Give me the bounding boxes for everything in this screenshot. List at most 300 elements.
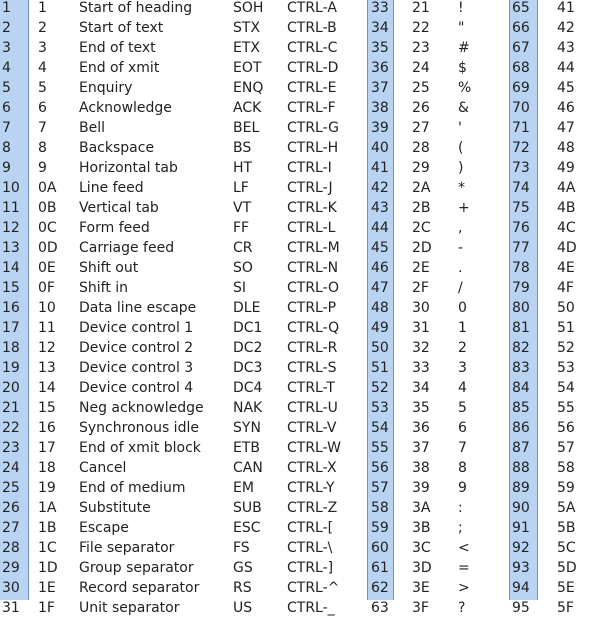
cell-desc: End of text: [79, 40, 156, 56]
cell-abbr: US: [233, 600, 253, 616]
cell-dec2: 46: [371, 260, 389, 276]
cell-dec: 21: [2, 400, 20, 416]
cell-hex: 13: [38, 360, 56, 376]
cell-desc: Enquiry: [79, 80, 133, 96]
cell-dec: 4: [2, 60, 11, 76]
table-row: [0, 238, 600, 258]
cell-char2: &: [458, 100, 469, 116]
cell-hex3: 52: [557, 340, 575, 356]
cell-char2: ': [458, 120, 462, 136]
cell-dec: 27: [2, 520, 20, 536]
cell-abbr: DC3: [233, 360, 263, 376]
cell-char2: +: [458, 200, 470, 216]
cell-char2: ,: [458, 220, 463, 236]
cell-dec2: 59: [371, 520, 389, 536]
cell-hex3: 59: [557, 480, 575, 496]
cell-char2: 6: [458, 420, 467, 436]
cell-desc: Synchronous idle: [79, 420, 199, 436]
table-row: [0, 98, 600, 118]
cell-hex3: 41: [557, 0, 575, 16]
cell-hex3: 56: [557, 420, 575, 436]
cell-dec2: 55: [371, 440, 389, 456]
cell-hex2: 3D: [412, 560, 432, 576]
cell-ctrl: CTRL-C: [287, 40, 338, 56]
cell-desc: Start of text: [79, 20, 164, 36]
cell-hex: 11: [38, 320, 56, 336]
table-row: [0, 198, 600, 218]
cell-dec3: 73: [512, 160, 530, 176]
cell-dec3: 65: [512, 0, 530, 16]
table-row: [0, 578, 600, 598]
cell-dec2: 57: [371, 480, 389, 496]
cell-hex2: 3B: [412, 520, 431, 536]
cell-dec: 23: [2, 440, 20, 456]
cell-dec: 15: [2, 280, 20, 296]
table-row: [0, 498, 600, 518]
cell-char2: 8: [458, 460, 467, 476]
cell-ctrl: CTRL-R: [287, 340, 338, 356]
cell-hex3: 5E: [557, 580, 575, 596]
cell-dec3: 90: [512, 500, 530, 516]
cell-dec2: 41: [371, 160, 389, 176]
cell-dec3: 92: [512, 540, 530, 556]
cell-desc: Acknowledge: [79, 100, 172, 116]
cell-dec2: 52: [371, 380, 389, 396]
cell-desc: Group separator: [79, 560, 194, 576]
cell-hex3: 5D: [557, 560, 577, 576]
cell-dec: 9: [2, 160, 11, 176]
cell-hex: 18: [38, 460, 56, 476]
cell-abbr: ESC: [233, 520, 261, 536]
cell-abbr: GS: [233, 560, 253, 576]
cell-dec: 12: [2, 220, 20, 236]
cell-hex: 5: [38, 80, 47, 96]
table-row: [0, 338, 600, 358]
cell-hex3: 50: [557, 300, 575, 316]
cell-hex2: 38: [412, 460, 430, 476]
cell-dec2: 60: [371, 540, 389, 556]
cell-dec2: 34: [371, 20, 389, 36]
cell-abbr: ENQ: [233, 80, 264, 96]
cell-desc: Horizontal tab: [79, 160, 178, 176]
cell-dec3: 77: [512, 240, 530, 256]
cell-dec3: 67: [512, 40, 530, 56]
cell-abbr: ACK: [233, 100, 262, 116]
cell-desc: Vertical tab: [79, 200, 159, 216]
cell-dec3: 80: [512, 300, 530, 316]
cell-hex3: 51: [557, 320, 575, 336]
cell-dec: 16: [2, 300, 20, 316]
cell-hex: 1F: [38, 600, 55, 616]
table-row: [0, 318, 600, 338]
cell-hex3: 5C: [557, 540, 576, 556]
cell-ctrl: CTRL-[: [287, 520, 334, 536]
cell-dec3: 68: [512, 60, 530, 76]
cell-hex: 0B: [38, 200, 57, 216]
cell-hex2: 26: [412, 100, 430, 116]
table-row: [0, 418, 600, 438]
cell-dec3: 91: [512, 520, 530, 536]
table-row: [0, 398, 600, 418]
cell-hex3: 4E: [557, 260, 575, 276]
cell-ctrl: CTRL-M: [287, 240, 340, 256]
cell-dec: 25: [2, 480, 20, 496]
cell-hex2: 2F: [412, 280, 429, 296]
cell-char2: /: [458, 280, 463, 296]
cell-hex3: 4F: [557, 280, 574, 296]
cell-desc: Device control 4: [79, 380, 194, 396]
cell-dec: 14: [2, 260, 20, 276]
cell-dec: 28: [2, 540, 20, 556]
cell-hex2: 36: [412, 420, 430, 436]
cell-abbr: EOT: [233, 60, 262, 76]
cell-dec: 20: [2, 380, 20, 396]
cell-dec: 18: [2, 340, 20, 356]
cell-desc: File separator: [79, 540, 175, 556]
cell-hex: 12: [38, 340, 56, 356]
cell-dec: 19: [2, 360, 20, 376]
table-row: [0, 258, 600, 278]
cell-hex: 6: [38, 100, 47, 116]
cell-dec2: 35: [371, 40, 389, 56]
cell-dec2: 33: [371, 0, 389, 16]
cell-char2: %: [458, 80, 472, 96]
cell-abbr: DC4: [233, 380, 263, 396]
cell-dec: 1: [2, 0, 11, 16]
cell-dec2: 44: [371, 220, 389, 236]
cell-dec: 26: [2, 500, 20, 516]
cell-abbr: HT: [233, 160, 253, 176]
cell-hex3: 48: [557, 140, 575, 156]
cell-abbr: NAK: [233, 400, 263, 416]
cell-abbr: RS: [233, 580, 252, 596]
cell-abbr: EM: [233, 480, 254, 496]
cell-desc: Data line escape: [79, 300, 197, 316]
table-row: [0, 218, 600, 238]
cell-dec: 7: [2, 120, 11, 136]
cell-hex2: 3E: [412, 580, 430, 596]
cell-dec2: 42: [371, 180, 389, 196]
cell-dec2: 49: [371, 320, 389, 336]
cell-dec: 29: [2, 560, 20, 576]
cell-dec3: 75: [512, 200, 530, 216]
cell-ctrl: CTRL-Y: [287, 480, 335, 496]
cell-dec3: 94: [512, 580, 530, 596]
cell-abbr: LF: [233, 180, 249, 196]
cell-desc: Backspace: [79, 140, 155, 156]
cell-char2: ": [458, 20, 465, 36]
cell-hex2: 23: [412, 40, 430, 56]
cell-hex2: 2A: [412, 180, 431, 196]
cell-hex2: 31: [412, 320, 430, 336]
cell-dec3: 84: [512, 380, 530, 396]
cell-char2: #: [458, 40, 470, 56]
cell-char2: <: [458, 540, 470, 556]
cell-desc: Shift in: [79, 280, 129, 296]
cell-dec3: 70: [512, 100, 530, 116]
cell-hex3: 55: [557, 400, 575, 416]
cell-hex: 0A: [38, 180, 57, 196]
cell-ctrl: CTRL-B: [287, 20, 337, 36]
cell-ctrl: CTRL-L: [287, 220, 336, 236]
cell-hex3: 5B: [557, 520, 576, 536]
cell-desc: Neg acknowledge: [79, 400, 204, 416]
cell-ctrl: CTRL-]: [287, 560, 334, 576]
cell-ctrl: CTRL-E: [287, 80, 337, 96]
cell-ctrl: CTRL-A: [287, 0, 337, 16]
cell-char2: *: [458, 180, 465, 196]
table-row: [0, 178, 600, 198]
cell-hex2: 37: [412, 440, 430, 456]
cell-hex: 1A: [38, 500, 57, 516]
cell-dec3: 89: [512, 480, 530, 496]
cell-dec3: 88: [512, 460, 530, 476]
cell-dec2: 54: [371, 420, 389, 436]
cell-desc: End of xmit block: [79, 440, 201, 456]
cell-dec: 10: [2, 180, 20, 196]
cell-dec3: 74: [512, 180, 530, 196]
cell-desc: Cancel: [79, 460, 127, 476]
table-row: [0, 118, 600, 138]
cell-dec2: 61: [371, 560, 389, 576]
cell-desc: Device control 1: [79, 320, 194, 336]
cell-hex2: 28: [412, 140, 430, 156]
cell-dec3: 71: [512, 120, 530, 136]
cell-dec2: 40: [371, 140, 389, 156]
cell-dec2: 53: [371, 400, 389, 416]
table-row: [0, 378, 600, 398]
cell-dec3: 76: [512, 220, 530, 236]
cell-ctrl: CTRL-V: [287, 420, 337, 436]
cell-ctrl: CTRL-S: [287, 360, 337, 376]
cell-hex2: 2E: [412, 260, 430, 276]
cell-abbr: DC2: [233, 340, 263, 356]
cell-dec: 22: [2, 420, 20, 436]
cell-char2: >: [458, 580, 470, 596]
cell-dec2: 43: [371, 200, 389, 216]
cell-ctrl: CTRL-X: [287, 460, 337, 476]
cell-ctrl: CTRL-W: [287, 440, 341, 456]
table-row: [0, 458, 600, 478]
cell-abbr: STX: [233, 20, 261, 36]
cell-char2: 2: [458, 340, 467, 356]
cell-hex: 10: [38, 300, 56, 316]
cell-hex: 15: [38, 400, 56, 416]
table-row: [0, 558, 600, 578]
cell-dec3: 87: [512, 440, 530, 456]
cell-dec2: 56: [371, 460, 389, 476]
cell-hex3: 54: [557, 380, 575, 396]
cell-char2: =: [458, 560, 470, 576]
cell-desc: Form feed: [79, 220, 150, 236]
cell-dec2: 50: [371, 340, 389, 356]
table-row: [0, 438, 600, 458]
cell-dec3: 81: [512, 320, 530, 336]
cell-char2: 0: [458, 300, 467, 316]
cell-char2: !: [458, 0, 464, 16]
cell-ctrl: CTRL-Z: [287, 500, 338, 516]
table-row: [0, 18, 600, 38]
cell-ctrl: CTRL-Q: [287, 320, 340, 336]
cell-ctrl: CTRL-I: [287, 160, 332, 176]
cell-abbr: SYN: [233, 420, 261, 436]
cell-ctrl: CTRL-N: [287, 260, 339, 276]
cell-dec: 11: [2, 200, 20, 216]
cell-char2: 3: [458, 360, 467, 376]
table-row: [0, 138, 600, 158]
cell-hex2: 21: [412, 0, 430, 16]
table-row: [0, 518, 600, 538]
cell-ctrl: CTRL-^: [287, 580, 340, 596]
cell-desc: Unit separator: [79, 600, 180, 616]
cell-char2: (: [458, 140, 464, 156]
cell-ctrl: CTRL-J: [287, 180, 333, 196]
cell-hex2: 32: [412, 340, 430, 356]
cell-hex2: 3A: [412, 500, 431, 516]
cell-abbr: CAN: [233, 460, 263, 476]
cell-hex3: 45: [557, 80, 575, 96]
cell-hex: 3: [38, 40, 47, 56]
cell-desc: Substitute: [79, 500, 151, 516]
cell-desc: Escape: [79, 520, 129, 536]
cell-char2: 9: [458, 480, 467, 496]
cell-desc: Record separator: [79, 580, 200, 596]
cell-hex3: 47: [557, 120, 575, 136]
cell-abbr: DC1: [233, 320, 263, 336]
cell-dec2: 62: [371, 580, 389, 596]
cell-hex: 16: [38, 420, 56, 436]
cell-dec3: 79: [512, 280, 530, 296]
cell-hex2: 34: [412, 380, 430, 396]
cell-hex2: 27: [412, 120, 430, 136]
cell-desc: End of xmit: [79, 60, 160, 76]
cell-dec2: 45: [371, 240, 389, 256]
cell-dec2: 36: [371, 60, 389, 76]
cell-dec: 13: [2, 240, 20, 256]
table-row: [0, 58, 600, 78]
table-row: [0, 78, 600, 98]
cell-desc: Device control 3: [79, 360, 194, 376]
cell-hex: 1C: [38, 540, 57, 556]
cell-desc: End of medium: [79, 480, 186, 496]
cell-dec3: 72: [512, 140, 530, 156]
cell-hex3: 4A: [557, 180, 576, 196]
cell-hex3: 5A: [557, 500, 576, 516]
cell-hex3: 4B: [557, 200, 576, 216]
cell-dec2: 58: [371, 500, 389, 516]
cell-hex: 2: [38, 20, 47, 36]
cell-hex2: 25: [412, 80, 430, 96]
cell-ctrl: CTRL-K: [287, 200, 337, 216]
cell-hex2: 3F: [412, 600, 429, 616]
cell-hex: 17: [38, 440, 56, 456]
cell-hex: 0E: [38, 260, 56, 276]
cell-dec3: 69: [512, 80, 530, 96]
cell-desc: Line feed: [79, 180, 144, 196]
cell-hex3: 44: [557, 60, 575, 76]
cell-ctrl: CTRL-U: [287, 400, 338, 416]
cell-char2: ;: [458, 520, 463, 536]
cell-abbr: SI: [233, 280, 247, 296]
cell-hex3: 58: [557, 460, 575, 476]
cell-desc: Start of heading: [79, 0, 193, 16]
cell-hex: 1B: [38, 520, 57, 536]
cell-abbr: ETX: [233, 40, 260, 56]
cell-dec3: 93: [512, 560, 530, 576]
cell-hex: 1E: [38, 580, 56, 596]
cell-hex3: 5F: [557, 600, 574, 616]
cell-hex2: 29: [412, 160, 430, 176]
cell-dec3: 86: [512, 420, 530, 436]
cell-abbr: BEL: [233, 120, 260, 136]
cell-char2: :: [458, 500, 463, 516]
cell-char2: $: [458, 60, 467, 76]
cell-dec: 30: [2, 580, 20, 596]
cell-dec2: 63: [371, 600, 389, 616]
cell-hex: 4: [38, 60, 47, 76]
cell-ctrl: CTRL-O: [287, 280, 340, 296]
cell-char2: 7: [458, 440, 467, 456]
cell-desc: Shift out: [79, 260, 139, 276]
table-row: [0, 278, 600, 298]
table-row: [0, 38, 600, 58]
cell-dec2: 51: [371, 360, 389, 376]
cell-hex: 14: [38, 380, 56, 396]
cell-hex2: 22: [412, 20, 430, 36]
cell-dec: 31: [2, 600, 20, 616]
cell-hex: 0D: [38, 240, 58, 256]
cell-char2: 1: [458, 320, 467, 336]
cell-hex2: 24: [412, 60, 430, 76]
cell-ctrl: CTRL-P: [287, 300, 337, 316]
cell-abbr: FS: [233, 540, 250, 556]
table-row: [0, 0, 600, 18]
cell-hex: 0C: [38, 220, 57, 236]
table-row: [0, 358, 600, 378]
cell-dec3: 85: [512, 400, 530, 416]
cell-hex3: 42: [557, 20, 575, 36]
cell-dec2: 47: [371, 280, 389, 296]
cell-hex2: 35: [412, 400, 430, 416]
cell-char2: 5: [458, 400, 467, 416]
table-row: [0, 538, 600, 558]
table-row: [0, 158, 600, 178]
cell-abbr: FF: [233, 220, 250, 236]
cell-dec: 17: [2, 320, 20, 336]
cell-hex: 9: [38, 160, 47, 176]
cell-hex2: 2B: [412, 200, 431, 216]
cell-ctrl: CTRL-F: [287, 100, 336, 116]
table-row: [0, 298, 600, 318]
cell-dec3: 66: [512, 20, 530, 36]
cell-hex3: 57: [557, 440, 575, 456]
cell-desc: Carriage feed: [79, 240, 175, 256]
cell-ctrl: CTRL-\: [287, 540, 333, 556]
cell-char2: .: [458, 260, 463, 276]
cell-hex3: 49: [557, 160, 575, 176]
cell-dec3: 83: [512, 360, 530, 376]
cell-ctrl: CTRL-H: [287, 140, 339, 156]
cell-hex2: 3C: [412, 540, 431, 556]
cell-ctrl: CTRL-T: [287, 380, 335, 396]
cell-ctrl: CTRL-G: [287, 120, 340, 136]
cell-abbr: SUB: [233, 500, 262, 516]
cell-dec2: 39: [371, 120, 389, 136]
cell-hex3: 4D: [557, 240, 577, 256]
cell-dec3: 82: [512, 340, 530, 356]
cell-hex: 8: [38, 140, 47, 156]
cell-hex: 1: [38, 0, 47, 16]
